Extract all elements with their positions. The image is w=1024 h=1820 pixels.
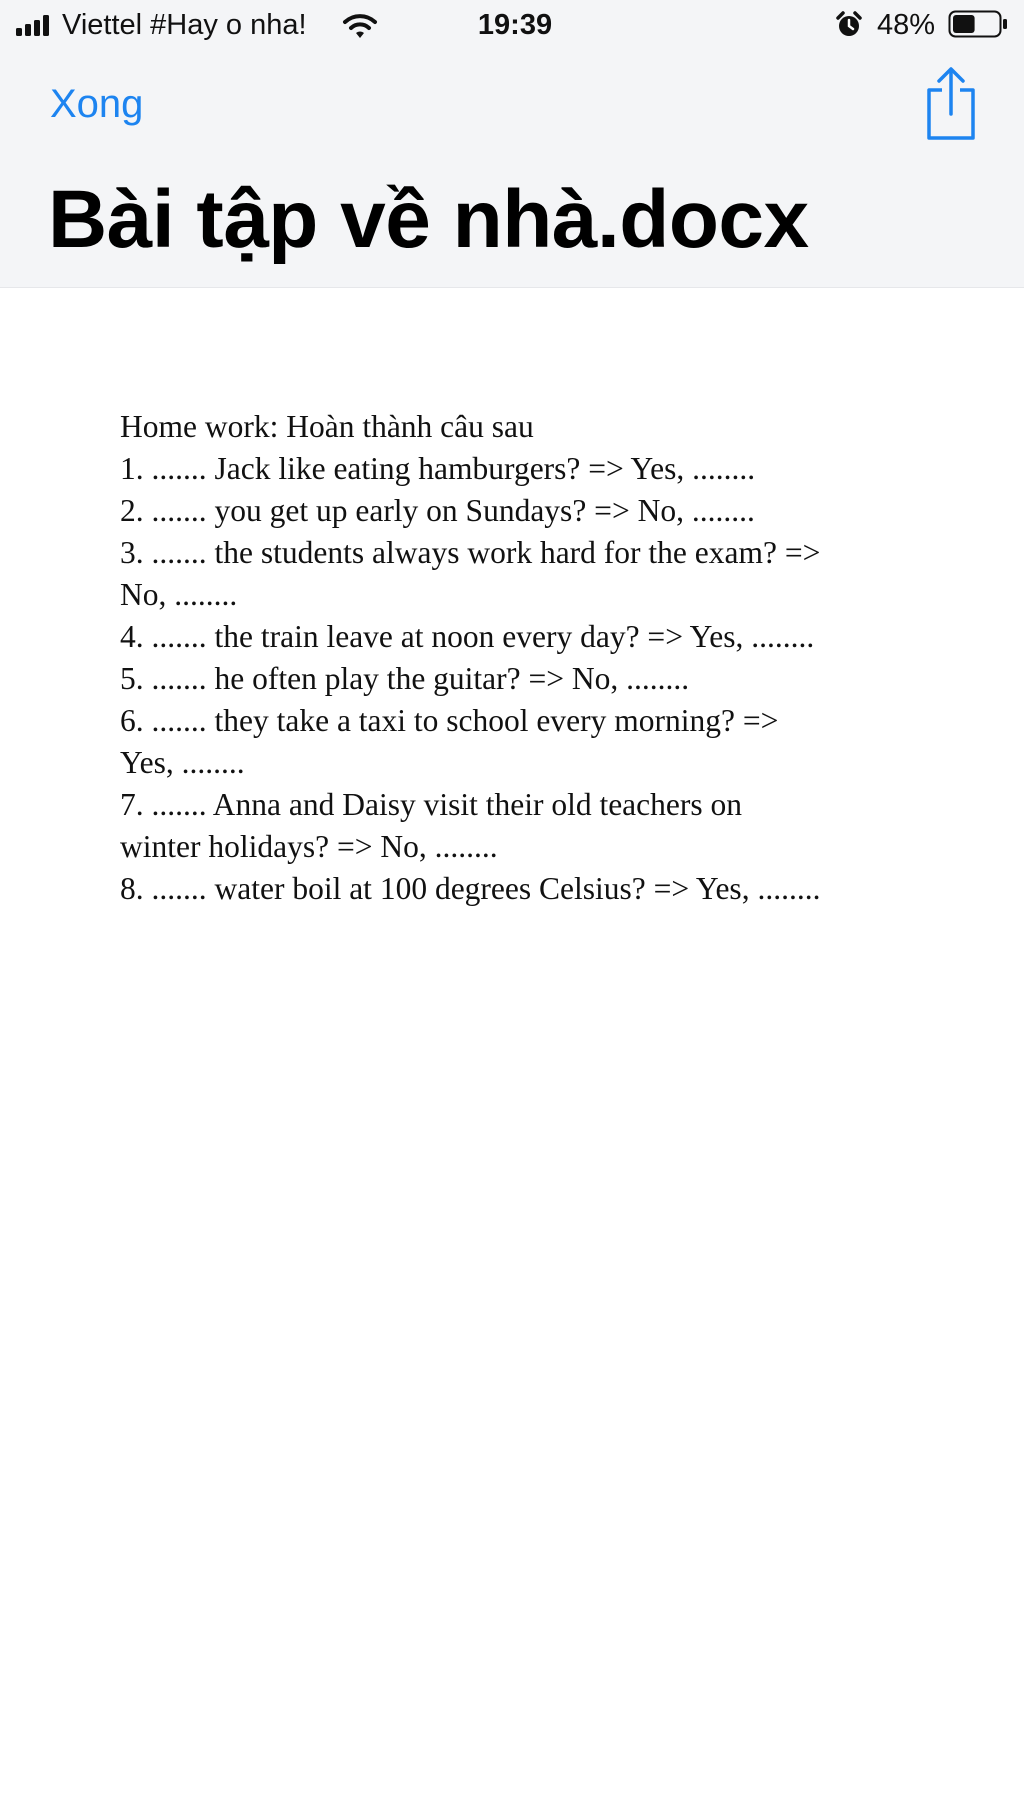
document-line: 5. ....... he often play the guitar? => No, ........ (120, 661, 690, 696)
battery-percent: 48% (877, 9, 936, 41)
done-button[interactable]: Xong (50, 82, 144, 126)
document-line: 2. ....... you get up early on Sundays? => No, ........ (120, 493, 755, 528)
status-time: 19:39 (477, 9, 553, 41)
document-line: 6. ....... they take a taxi to school every morning? => (120, 703, 779, 738)
document-line: Yes, ........ (120, 745, 245, 780)
document-line: No, ........ (120, 577, 238, 612)
document-line: 7. ....... Anna and Daisy visit their old teachers on (120, 787, 743, 822)
document-line: 3. ....... the students always work hard for the exam? => (120, 535, 821, 570)
document-line: 8. ....... water boil at 100 degrees Celsius? => Yes, ........ (120, 871, 821, 906)
battery-icon (948, 10, 1008, 38)
document-line: Home work: Hoàn thành câu sau (120, 409, 534, 444)
battery-fill (953, 15, 975, 33)
document-line: 4. ....... the train leave at noon every day? => Yes, ........ (120, 619, 815, 654)
share-icon[interactable] (920, 66, 982, 142)
document-line: 1. ....... Jack like eating hamburgers? => Yes, ........ (120, 451, 756, 486)
alarm-icon (834, 10, 864, 40)
carrier-label: Viettel #Hay o nha! (62, 9, 307, 41)
document-body (120, 406, 920, 910)
document-line: winter holidays? => No, ........ (120, 829, 498, 864)
header (0, 0, 1024, 288)
document-title: Bài tập về nhà.docx (48, 174, 809, 265)
status-bar (0, 0, 1024, 52)
